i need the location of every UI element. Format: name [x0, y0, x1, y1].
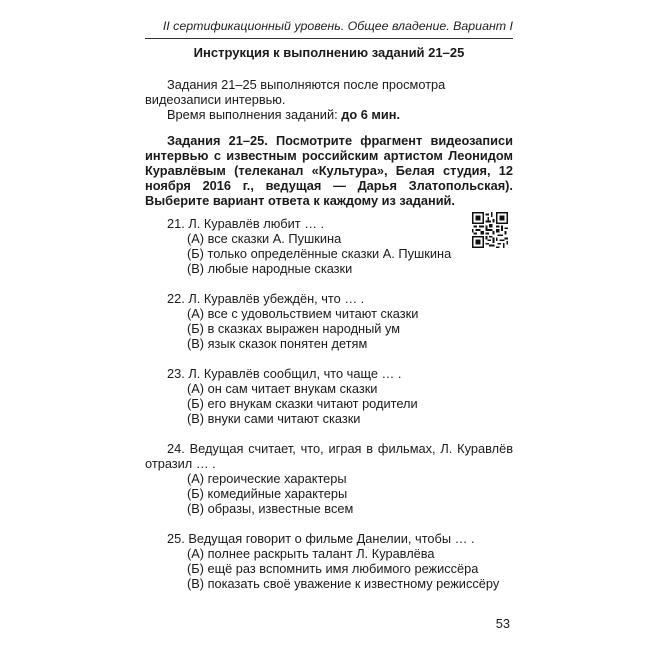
question-24 [145, 441, 513, 516]
page-number: 53 [495, 616, 510, 631]
option-c: (В) любые народные сказки [187, 261, 353, 276]
option-c: (В) язык сказок понятен детям [187, 336, 368, 351]
option-b: (Б) ещё раз вспомнить имя любимого режиссёра [187, 561, 479, 576]
option-b: (Б) в сказках выражен народный ум [187, 321, 401, 336]
time-value: до 6 мин. [341, 107, 401, 122]
question-25 [145, 531, 513, 591]
question-stem: 21. Л. Куравлёв любит … . [167, 216, 325, 231]
instruction-title: Инструкция к выполнению заданий 21–25 [193, 45, 465, 60]
question-22 [145, 291, 513, 351]
time-label: Время выполнения заданий: [167, 107, 342, 122]
question-21 [145, 216, 513, 276]
question-stem: 23. Л. Куравлёв сообщил, что чаще … . [167, 366, 402, 381]
option-a: (А) все с удовольствием читают сказки [187, 306, 419, 321]
task-header: Задания 21–25. Посмотрите фрагмент видеозаписи интервью с известным российским артистом Леонидом Куравлёвым (телеканал «Культура», Белая студия, 12 ноября 2016 г., ведущая — Дарья Златопольская). Выберите вариант ответа к каждому из заданий. [145, 133, 513, 208]
option-c: (В) образы, известные всем [187, 501, 354, 516]
option-a: (А) героические характеры [187, 471, 347, 486]
question-23 [145, 366, 513, 426]
option-a: (А) все сказки А. Пушкина [187, 231, 342, 246]
instruction-block [145, 77, 513, 122]
option-a: (А) он сам читает внукам сказки [187, 381, 378, 396]
option-a: (А) полнее раскрыть талант Л. Куравлёва [187, 546, 435, 561]
option-b: (Б) его внукам сказки читают родители [187, 396, 418, 411]
question-stem: 22. Л. Куравлёв убеждён, что … . [167, 291, 365, 306]
option-c: (В) внуки сами читают сказки [187, 411, 361, 426]
question-stem: 24. Ведущая считает, что, играя в фильмах, Л. Куравлёв отразил … . [145, 441, 513, 471]
header-rule [145, 38, 513, 39]
option-c: (В) показать своё уважение к известному режиссёру [187, 576, 500, 591]
question-stem: 25. Ведущая говорит о фильме Данелии, чтобы … . [167, 531, 475, 546]
option-b: (Б) комедийные характеры [187, 486, 348, 501]
option-b: (Б) только определённые сказки А. Пушкина [187, 246, 452, 261]
instruction-time [145, 107, 513, 122]
instruction-text: Задания 21–25 выполняются после просмотра видеозаписи интервью. [145, 77, 446, 107]
running-head: II сертификационный уровень. Общее владение. Вариант I [162, 19, 513, 33]
